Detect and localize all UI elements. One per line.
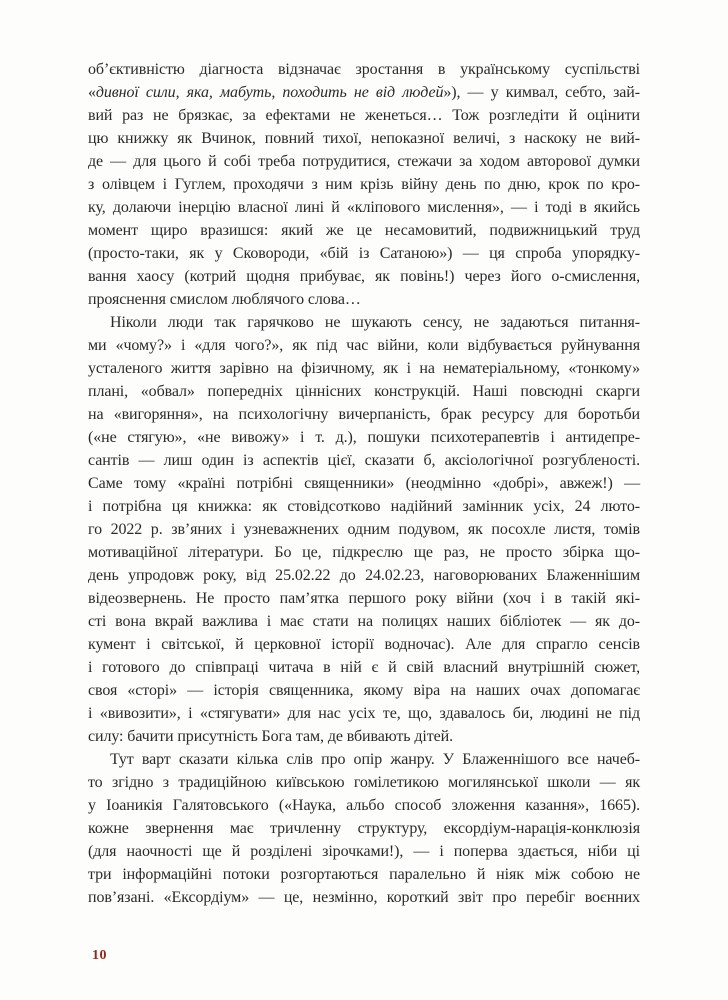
text-line: з олівцем і Гуглем, проходячи з ним крізь війну день по дню, крок по кро-: [88, 176, 640, 193]
text-line: три інформаційні потоки розгортаються паралельно й ніяк між собою не: [88, 866, 640, 883]
text-line: кожне звернення має тричленну структуру, ексордіум-нарація-конклюзія: [88, 820, 640, 837]
text-line-italic: «дивної сили, яка, мабуть, походить не від людей»), — у кимвал, себто, зай-: [88, 84, 640, 101]
text-line: сантів — лиш один із аспектів цієї, сказати б, аксіологічної розгубленості.: [88, 452, 640, 469]
text-line: об’єктивністю діагноста відзначає зростання в українському суспільстві: [88, 61, 640, 78]
text-line: на «вигоряння», на психологічну вичерпаність, брак ресурсу для боротьби: [88, 406, 640, 423]
text-line: і готового до співпраці читача в ній є й свій власний внутрішній сюжет,: [88, 659, 640, 676]
text-line: Саме тому «країні потрібні священники» (неодмінно «добрі», авжеж!) —: [88, 475, 640, 492]
text-line: (просто-таки, як у Сковороди, «бій із Сатаною») — ця спроба упорядку-: [88, 245, 640, 262]
text-line: сті вона вкрай важлива і має стати на полицях наших бібліотек — як до-: [88, 613, 640, 630]
text-line: цю книжку як Вчинок, повний тихої, непоказної величі, з наскоку не вий-: [88, 130, 640, 147]
text-line: кумент і світської, й церковної історії водночас). Але для спрагло сенсів: [88, 636, 640, 653]
text-line: вання хаосу (котрий щодня прибуває, як повінь!) через його о-смислення,: [88, 268, 640, 285]
text-line: прояснення смислом люблячого слова…: [88, 291, 361, 308]
text-line: («не стягую», «не вивожу» і т. д.), пошуки психотерапевтів і антидепре-: [88, 429, 640, 446]
text-line: усталеного життя зарівно на фізичному, як і на нематеріальному, «тонкому»: [88, 360, 640, 377]
text-line: і потрібна ця книжка: як стовідсотково надійний замінник усіх, 24 люто-: [88, 498, 640, 515]
page-number: 10: [92, 948, 107, 963]
paragraph-start: Тут варт сказати кілька слів про опір жанру. У Блаженнішого все начеб-: [110, 751, 640, 768]
text-line: ку, долаючи інерцію власної лині й «кліпового мислення», — і тоді в якийсь: [88, 199, 640, 216]
text-line: (для наочності ще й розділені зірочками!), — і поперва здається, ніби ці: [88, 843, 640, 860]
text-line: то згідно з традиційною київською гомілетикою могилянської школи — як: [88, 774, 640, 791]
text-line: момент щиро вразишся: який же це несамовитий, подвижницький труд: [88, 222, 640, 239]
text-line: вий раз не брязкає, за ефектами не женеться… Тож розгледіти й оцінити: [88, 107, 640, 124]
text-line: у Іоаникія Галятовського («Наука, альбо способ зложення казання», 1665).: [88, 797, 640, 814]
text-line: і «вивозити», і «стягувати» для нас усіх те, що, здавалось би, людині не під: [88, 705, 640, 722]
text-line: мотиваційної літератури. Бо це, підкреслю ще раз, не просто збірка що-: [88, 544, 640, 561]
text-line: своя «сторі» — історія священника, якому віра на наших очах допомагає: [88, 682, 640, 699]
text-line: день упродовж року, від 25.02.22 до 24.02.23, наговорюваних Блаженнішим: [88, 567, 640, 584]
text-line: силу: бачити присутність Бога там, де вбивають дітей.: [88, 728, 454, 745]
paragraph-start: Ніколи люди так гарячково не шукають сенсу, не задаються питання-: [110, 314, 640, 331]
text-line: пов’язані. «Ексордіум» — це, незмінно, короткий звіт про перебіг воєнних: [88, 889, 640, 906]
text-line: відеозвернень. Не просто пам’ятка першого року війни (хоч і в такій які-: [88, 590, 640, 607]
body-text: [88, 58, 640, 909]
text-line: плані, «обвал» попередніх ціннісних конструкцій. Наші повсюдні скарги: [88, 383, 640, 400]
text-line: де — для цього й собі треба потрудитися, стежачи за ходом авторової думки: [88, 153, 640, 170]
text-line: ми «чому?» і «для чого?», як під час війни, коли відбувається руйнування: [88, 337, 640, 354]
text-line: го 2022 р. зв’яних і узневажнених одним подувом, як посохле листя, томів: [88, 521, 640, 538]
